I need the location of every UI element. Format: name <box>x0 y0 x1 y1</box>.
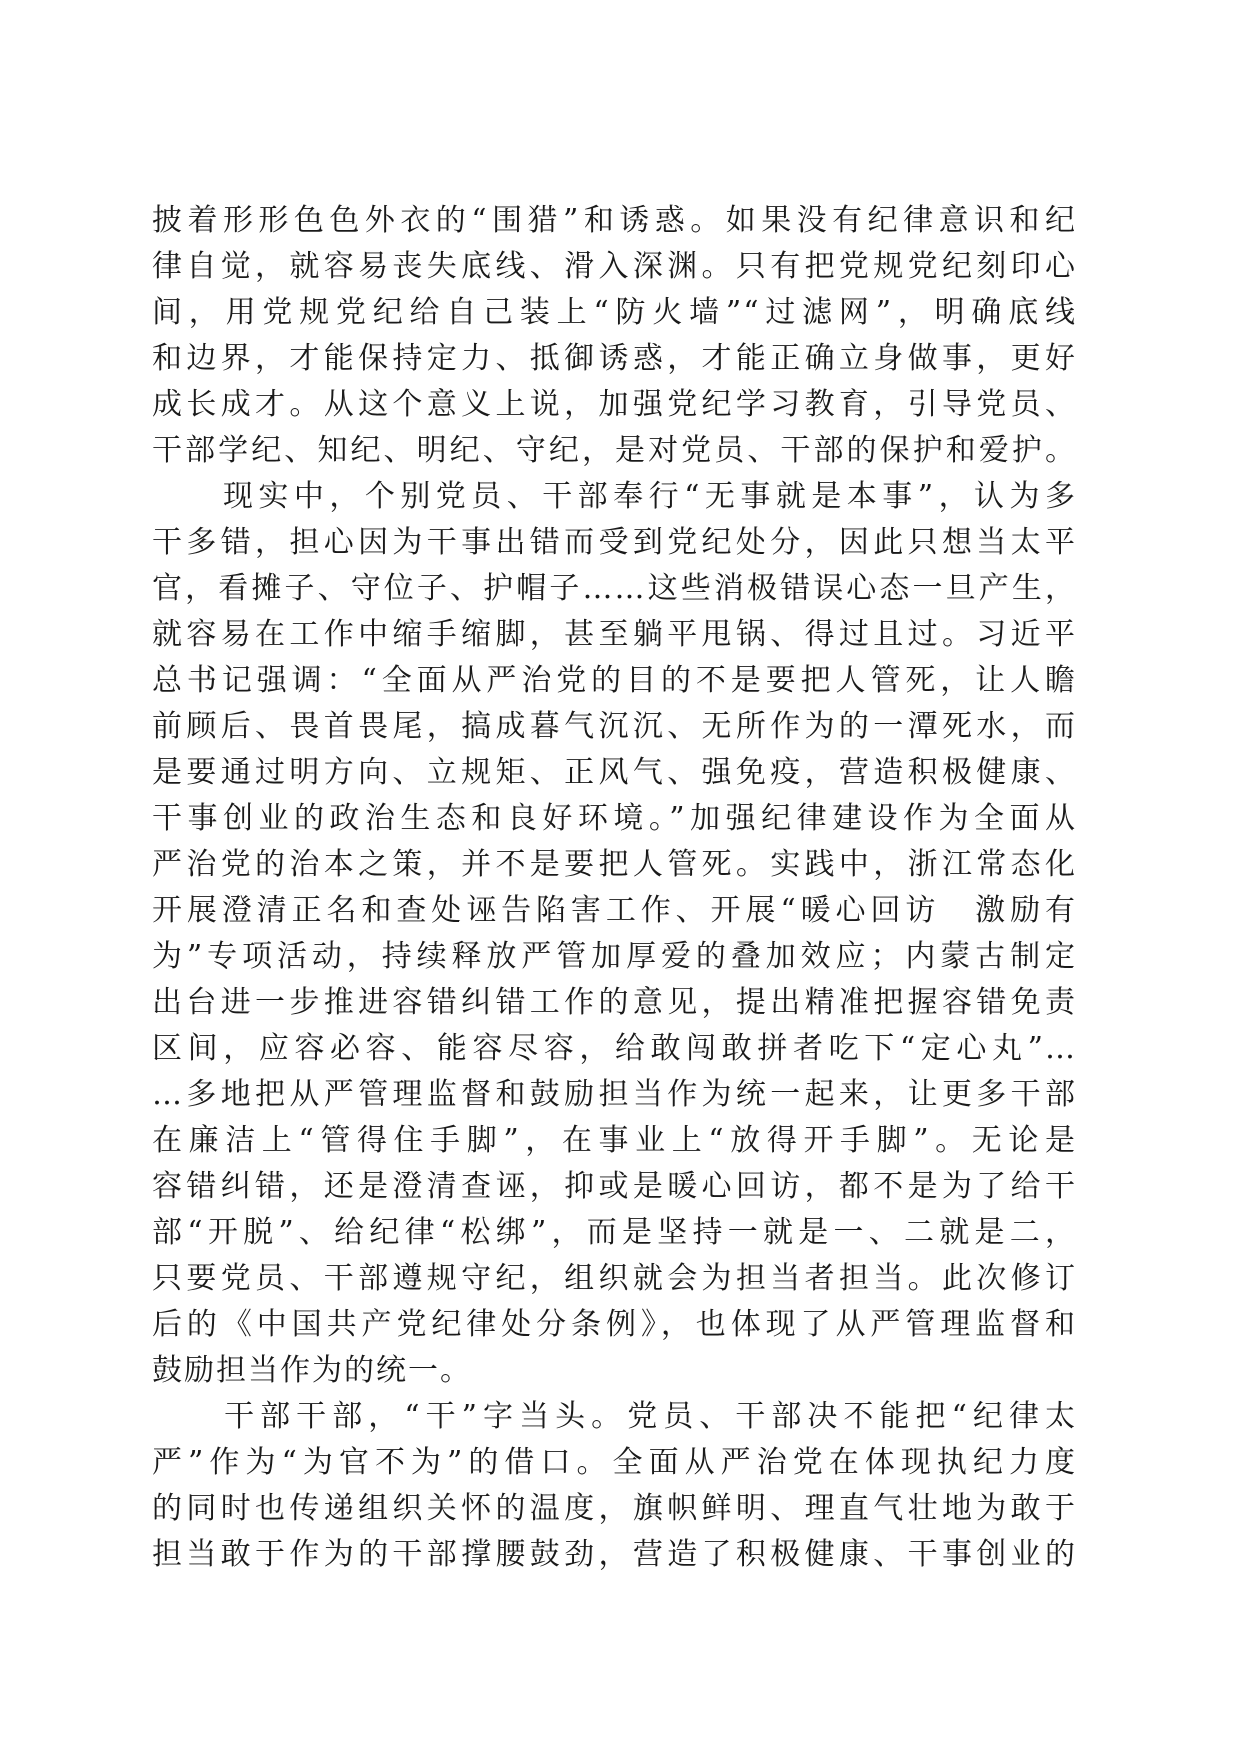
text-line: 鼓励担当作为的统一。 <box>152 1353 472 1388</box>
text-line: 后的《中国共产党纪律处分条例》，也体现了从严管理监督和 <box>152 1307 1077 1342</box>
text-line: 干事创业的政治生态和良好环境。”加强纪律建设作为全面从 <box>152 801 1077 836</box>
text-line: 前顾后、畏首畏尾，搞成暮气沉沉、无所作为的一潭死水，而 <box>152 709 1077 744</box>
text-line: 间，用党规党纪给自己装上“防火墙”“过滤网”，明确底线 <box>152 295 1077 330</box>
article-body <box>152 198 1077 1578</box>
text-line: 担当敢于作为的干部撑腰鼓劲，营造了积极健康、干事创业的 <box>152 1537 1077 1572</box>
text-line: 为”专项活动，持续释放严管加厚爱的叠加效应；内蒙古制定 <box>152 939 1077 974</box>
text-line: 的同时也传递组织关怀的温度，旗帜鲜明、理直气壮地为敢于 <box>152 1491 1077 1526</box>
text-line: 律自觉，就容易丧失底线、滑入深渊。只有把党规党纪刻印心 <box>152 249 1077 284</box>
text-line: 是要通过明方向、立规矩、正风气、强免疫，营造积极健康、 <box>152 755 1077 790</box>
text-line: 严治党的治本之策，并不是要把人管死。实践中，浙江常态化 <box>152 847 1077 882</box>
text-line: 干多错，担心因为干事出错而受到党纪处分，因此只想当太平 <box>152 525 1077 560</box>
text-line: 出台进一步推进容错纠错工作的意见，提出精准把握容错免责 <box>152 985 1077 1020</box>
text-line: 在廉洁上“管得住手脚”，在事业上“放得开手脚”。无论是 <box>152 1123 1077 1158</box>
text-line: …多地把从严管理监督和鼓励担当作为统一起来，让更多干部 <box>152 1077 1077 1112</box>
text-line: 开展澄清正名和查处诬告陷害工作、开展“暖心回访 激励有 <box>152 893 1077 928</box>
text-line: 官，看摊子、守位子、护帽子……这些消极错误心态一旦产生， <box>152 571 1077 606</box>
text-line: 现实中，个别党员、干部奉行“无事就是本事”，认为多 <box>152 479 1077 514</box>
text-line: 和边界，才能保持定力、抵御诱惑，才能正确立身做事，更好 <box>152 341 1077 376</box>
text-line: 严”作为“为官不为”的借口。全面从严治党在体现执纪力度 <box>152 1445 1077 1480</box>
text-line: 区间，应容必容、能容尽容，给敢闯敢拼者吃下“定心丸”… <box>152 1031 1077 1066</box>
text-line: 容错纠错，还是澄清查诬，抑或是暖心回访，都不是为了给干 <box>152 1169 1077 1204</box>
text-line: 就容易在工作中缩手缩脚，甚至躺平甩锅、得过且过。习近平 <box>152 617 1077 652</box>
text-line: 成长成才。从这个意义上说，加强党纪学习教育，引导党员、 <box>152 387 1077 422</box>
text-line: 干部干部，“干”字当头。党员、干部决不能把“纪律太 <box>152 1399 1077 1434</box>
text-line: 干部学纪、知纪、明纪、守纪，是对党员、干部的保护和爱护。 <box>152 433 1077 468</box>
text-line: 披着形形色色外衣的“围猎”和诱惑。如果没有纪律意识和纪 <box>152 203 1077 238</box>
text-line: 只要党员、干部遵规守纪，组织就会为担当者担当。此次修订 <box>152 1261 1077 1296</box>
text-line: 总书记强调：“全面从严治党的目的不是要把人管死，让人瞻 <box>152 663 1077 698</box>
text-line: 部“开脱”、给纪律“松绑”，而是坚持一就是一、二就是二， <box>152 1215 1077 1250</box>
